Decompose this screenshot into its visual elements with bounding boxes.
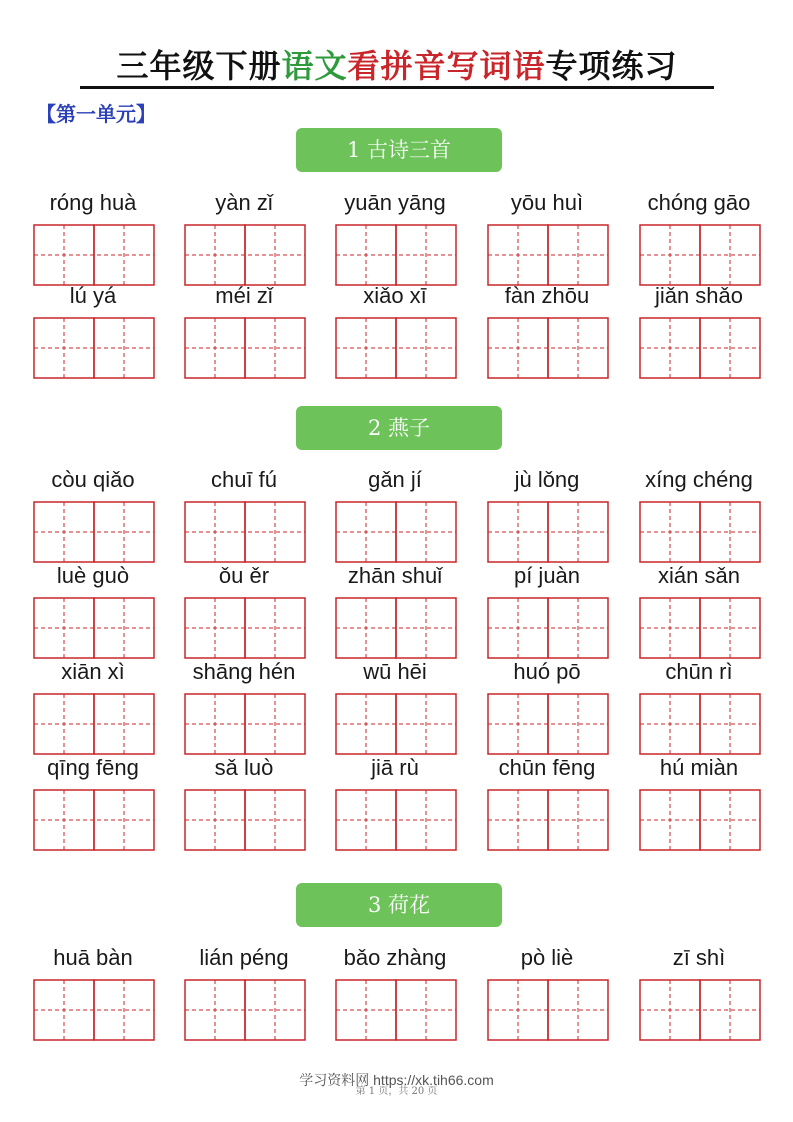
writing-grid[interactable] (335, 501, 455, 561)
pinyin-label: hú miàn (659, 755, 739, 780)
lesson-title: 3 荷花 (296, 883, 502, 927)
writing-grid[interactable] (335, 597, 455, 657)
title-part: 三年级下册 (116, 47, 282, 85)
writing-grid[interactable] (335, 979, 455, 1039)
title-part: 专项练习 (545, 47, 678, 85)
writing-grid[interactable] (639, 597, 759, 657)
writing-grid[interactable] (184, 979, 304, 1039)
pinyin-label: xiǎo xī (363, 283, 427, 308)
writing-grid[interactable] (33, 224, 153, 284)
pinyin-label: huā bàn (53, 945, 133, 970)
pinyin-label: ǒu ěr (218, 563, 270, 588)
pinyin-label: gǎn jí (368, 467, 422, 492)
pinyin-label: róng huà (49, 190, 137, 215)
pinyin-label: luè guò (56, 563, 130, 588)
writing-grid[interactable] (184, 789, 304, 849)
writing-grid[interactable] (33, 979, 153, 1039)
pinyin-label: bǎo zhàng (343, 945, 447, 970)
writing-grid[interactable] (184, 597, 304, 657)
pinyin-label: wū hēi (363, 659, 427, 684)
pinyin-label: xián sǎn (658, 563, 740, 588)
pinyin-label: chūn fēng (498, 755, 596, 780)
pinyin-label: lú yá (69, 283, 117, 308)
writing-grid[interactable] (335, 693, 455, 753)
pinyin-label: fàn zhōu (504, 283, 590, 308)
pinyin-label: yuān yāng (344, 190, 446, 215)
pinyin-label: pí juàn (513, 563, 581, 588)
pinyin-label: jiǎn shǎo (654, 283, 744, 308)
lesson-title: 2 燕子 (296, 406, 502, 450)
writing-grid[interactable] (487, 979, 607, 1039)
writing-grid[interactable] (639, 789, 759, 849)
writing-grid[interactable] (33, 501, 153, 561)
writing-grid[interactable] (639, 501, 759, 561)
pinyin-label: huó pō (513, 659, 581, 684)
title-part: 语文 (281, 47, 348, 85)
writing-grid[interactable] (639, 693, 759, 753)
writing-grid[interactable] (33, 317, 153, 377)
pinyin-label: jiā rù (371, 755, 419, 780)
pinyin-label: xiān xì (61, 659, 125, 684)
writing-grid[interactable] (335, 224, 455, 284)
writing-grid[interactable] (184, 693, 304, 753)
writing-grid[interactable] (487, 317, 607, 377)
writing-grid[interactable] (487, 224, 607, 284)
writing-grid[interactable] (184, 224, 304, 284)
page-title (80, 44, 714, 88)
writing-grid[interactable] (639, 979, 759, 1039)
footer-page-number: 第 1 页，共 20 页 (355, 1086, 438, 1097)
pinyin-label: còu qiǎo (51, 467, 135, 492)
pinyin-label: xíng chéng (645, 467, 753, 492)
pinyin-label: zī shì (672, 945, 726, 970)
writing-grid[interactable] (33, 693, 153, 753)
title-underline (80, 86, 714, 89)
pinyin-label: jù lǒng (514, 467, 580, 492)
pinyin-label: chūn rì (665, 659, 733, 684)
pinyin-label: yōu huì (510, 190, 584, 215)
writing-grid[interactable] (184, 501, 304, 561)
lesson-title: 1 古诗三首 (296, 128, 502, 172)
writing-grid[interactable] (335, 317, 455, 377)
title-part: 看拼音写词语 (347, 47, 546, 85)
pinyin-label: shāng hén (192, 659, 296, 684)
pinyin-label: yàn zǐ (215, 190, 273, 215)
pinyin-label: chóng gāo (647, 190, 751, 215)
pinyin-label: méi zǐ (215, 283, 273, 308)
pinyin-label: chuī fú (210, 467, 278, 492)
pinyin-label: lián péng (199, 945, 289, 970)
writing-grid[interactable] (487, 789, 607, 849)
footer-watermark: 学习资料网 https://xk.tih66.com (299, 1072, 494, 1088)
writing-grid[interactable] (335, 789, 455, 849)
writing-grid[interactable] (33, 597, 153, 657)
writing-grid[interactable] (487, 501, 607, 561)
writing-grid[interactable] (639, 224, 759, 284)
pinyin-label: qīng fēng (47, 755, 139, 780)
pinyin-label: sǎ luò (214, 755, 274, 780)
writing-grid[interactable] (33, 789, 153, 849)
writing-grid[interactable] (487, 693, 607, 753)
unit-label: 【第一单元】 (36, 102, 156, 126)
pinyin-label: zhān shuǐ (347, 563, 443, 588)
writing-grid[interactable] (487, 597, 607, 657)
writing-grid[interactable] (639, 317, 759, 377)
pinyin-label: pò liè (520, 945, 574, 970)
writing-grid[interactable] (184, 317, 304, 377)
